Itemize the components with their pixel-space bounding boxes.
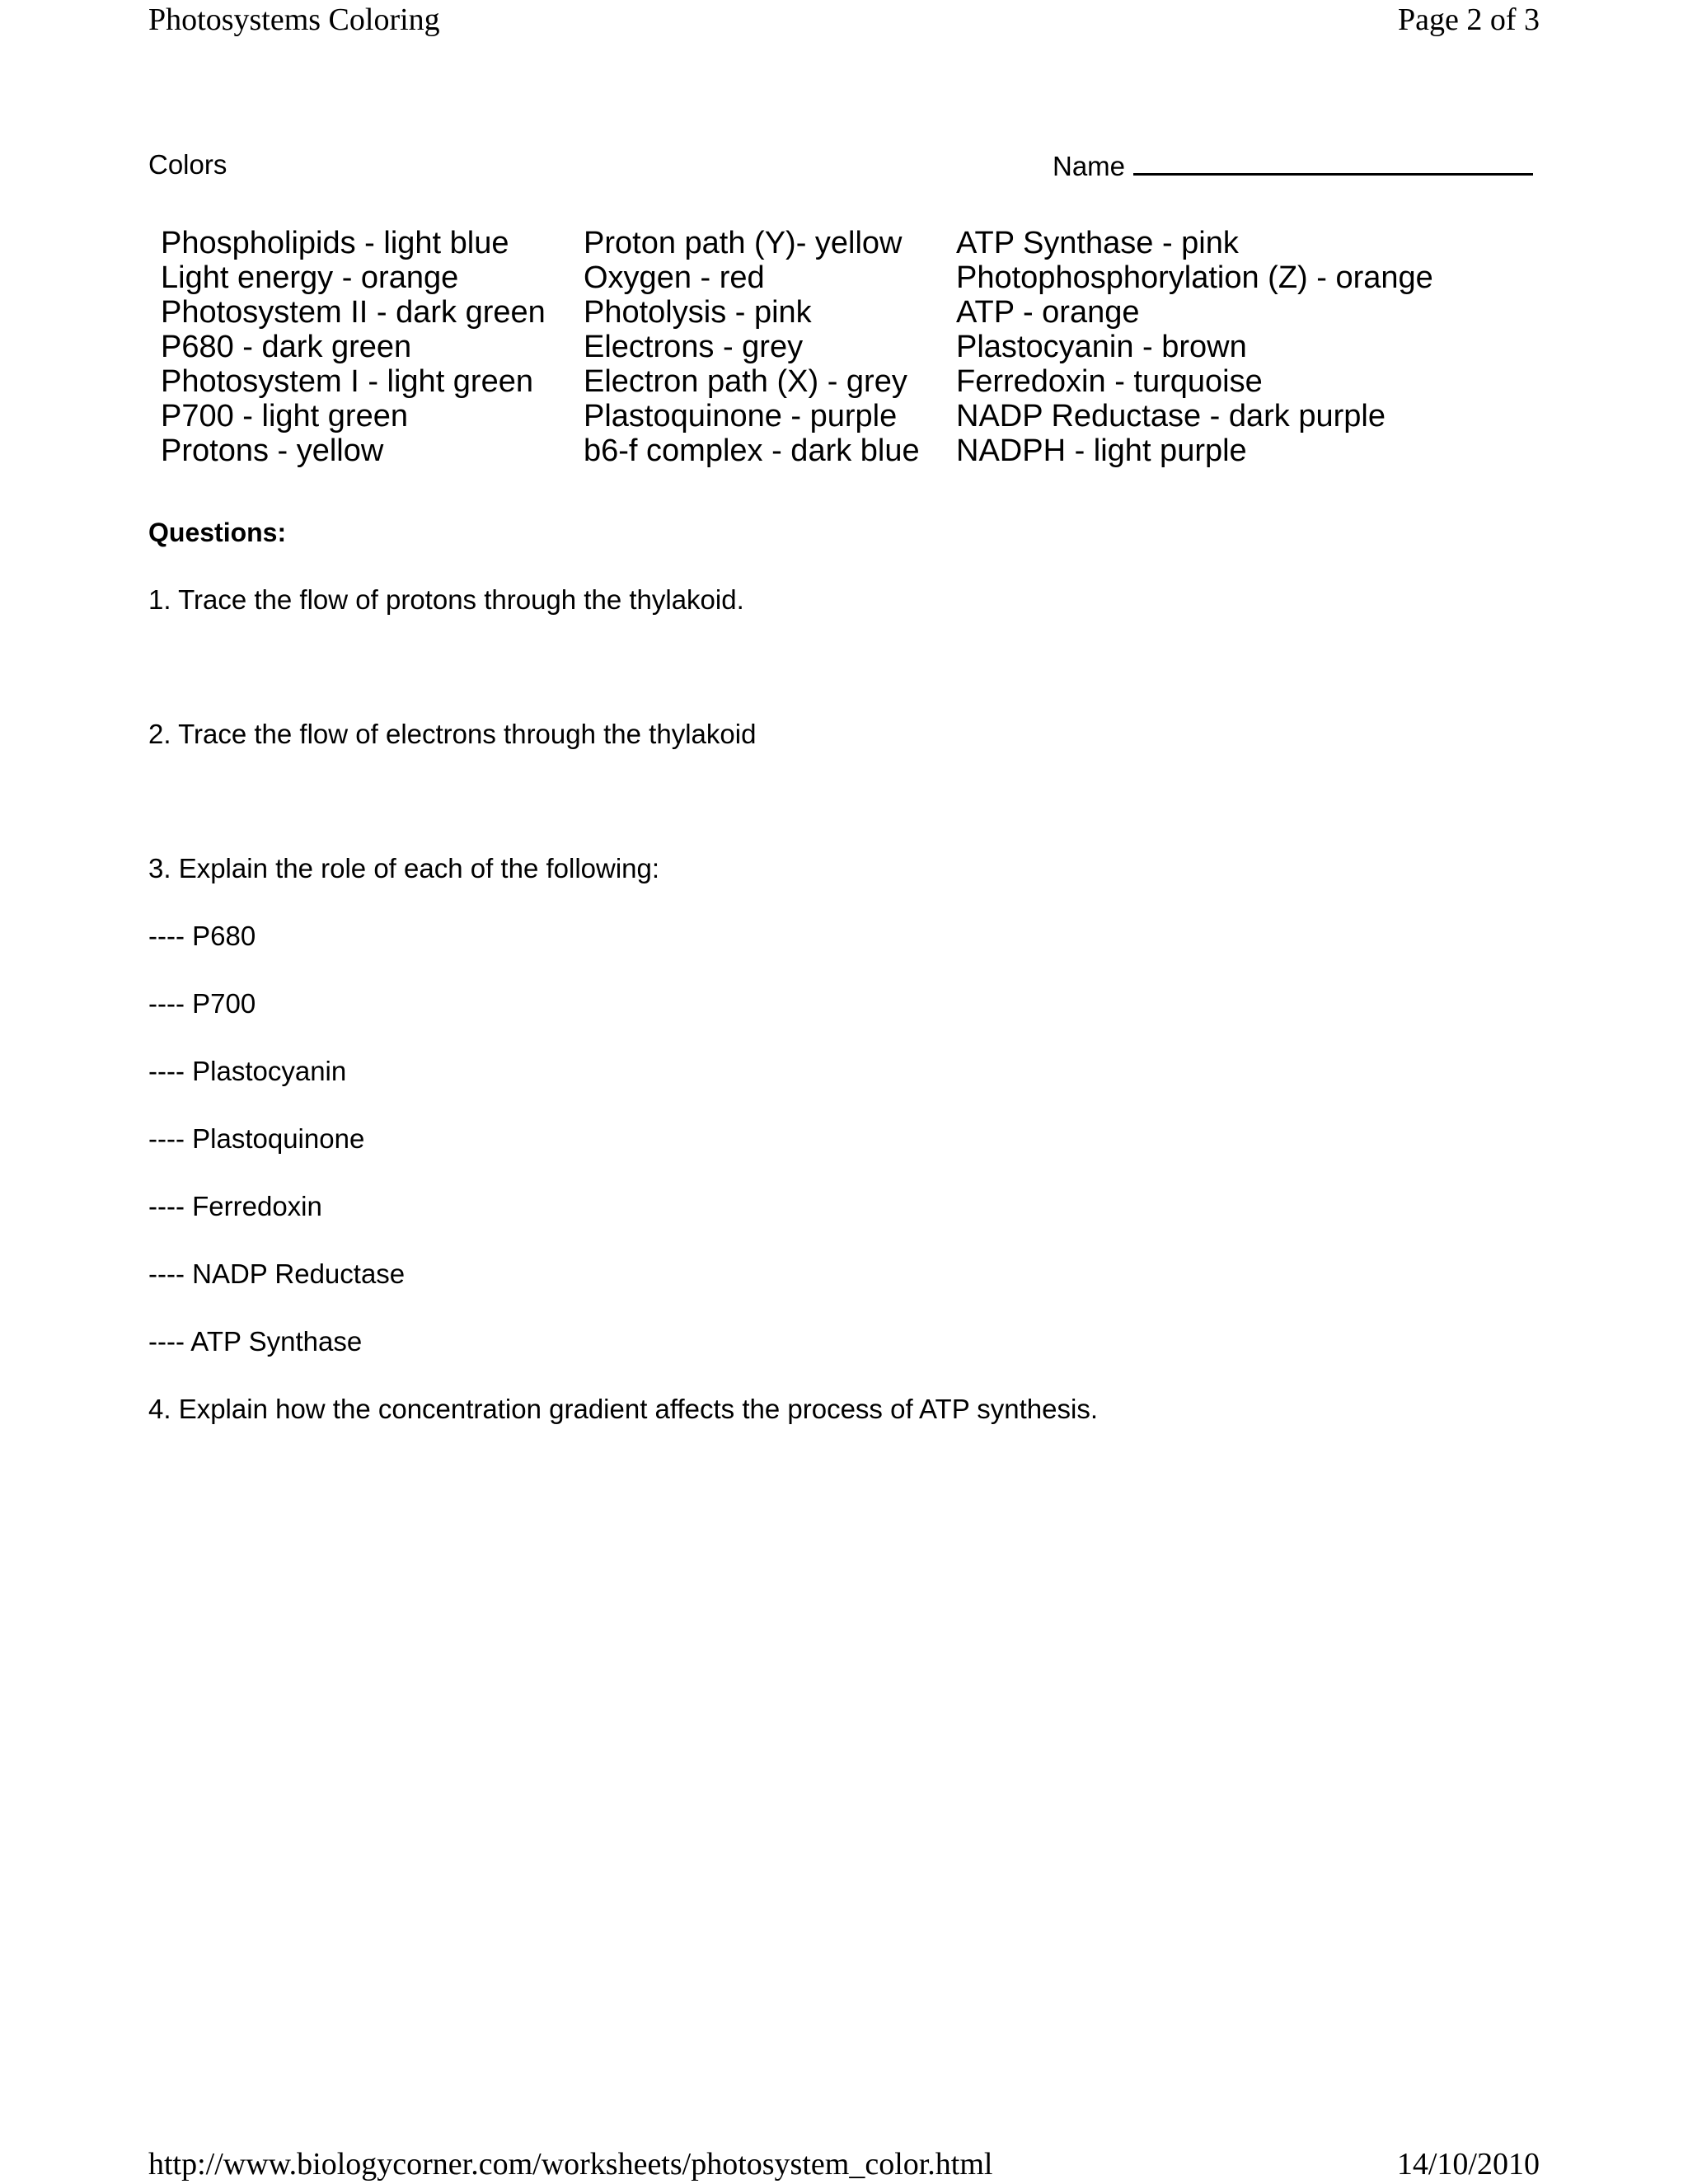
legend-item: Oxygen - red bbox=[584, 260, 765, 295]
legend-item: Electron path (X) - grey bbox=[584, 364, 907, 399]
legend-item: Plastocyanin - brown bbox=[956, 330, 1247, 364]
document-title: Photosystems Coloring bbox=[148, 2, 440, 37]
legend-item: ATP Synthase - pink bbox=[956, 226, 1239, 260]
question-4: 4. Explain how the concentration gradient affects the process of ATP synthesis. bbox=[148, 1394, 1099, 1424]
legend-item: ATP - orange bbox=[956, 295, 1140, 330]
footer-url: http://www.biologycorner.com/worksheets/photosystem_color.html bbox=[148, 2147, 993, 2182]
legend-item: Light energy - orange bbox=[161, 260, 459, 295]
legend-item: P680 - dark green bbox=[161, 330, 412, 364]
question-3-item-ferredoxin: ---- Ferredoxin bbox=[148, 1191, 322, 1221]
legend-item: Electrons - grey bbox=[584, 330, 804, 364]
name-label: Name bbox=[1053, 151, 1126, 181]
legend-item: Photosystem II - dark green bbox=[161, 295, 546, 330]
questions-heading: Questions: bbox=[148, 518, 287, 547]
name-blank-line bbox=[1133, 147, 1533, 176]
legend-item: Phospholipids - light blue bbox=[161, 226, 509, 260]
question-3: 3. Explain the role of each of the following: bbox=[148, 853, 660, 883]
question-1: 1. Trace the flow of protons through the thylakoid. bbox=[148, 584, 744, 615]
legend-item: P700 - light green bbox=[161, 399, 408, 434]
legend-item: b6-f complex - dark blue bbox=[584, 434, 920, 468]
legend-item: NADP Reductase - dark purple bbox=[956, 399, 1386, 434]
page-number: Page 2 of 3 bbox=[1397, 2, 1540, 37]
question-3-item-p700: ---- P700 bbox=[148, 988, 256, 1019]
question-3-item-atp-synthase: ---- ATP Synthase bbox=[148, 1326, 363, 1357]
legend-item: Proton path (Y)- yellow bbox=[584, 226, 903, 260]
legend-item: Photolysis - pink bbox=[584, 295, 812, 330]
color-legend-column-1 bbox=[161, 226, 546, 468]
question-2: 2. Trace the flow of electrons through the thylakoid bbox=[148, 719, 757, 749]
legend-item: Photophosphorylation (Z) - orange bbox=[956, 260, 1433, 295]
question-3-item-p680: ---- P680 bbox=[148, 921, 256, 951]
color-legend-column-2 bbox=[584, 226, 920, 468]
legend-item: Ferredoxin - turquoise bbox=[956, 364, 1263, 399]
legend-item: NADPH - light purple bbox=[956, 434, 1247, 468]
question-3-item-plastoquinone: ---- Plastoquinone bbox=[148, 1123, 365, 1154]
legend-item: Photosystem I - light green bbox=[161, 364, 533, 399]
colors-heading: Colors bbox=[148, 149, 227, 180]
question-3-item-nadp-reductase: ---- NADP Reductase bbox=[148, 1258, 406, 1289]
name-field bbox=[1053, 147, 1533, 185]
color-legend-column-3 bbox=[956, 226, 1433, 468]
footer-date: 14/10/2010 bbox=[1396, 2147, 1540, 2182]
legend-item: Plastoquinone - purple bbox=[584, 399, 898, 434]
legend-item: Protons - yellow bbox=[161, 434, 384, 468]
question-3-item-plastocyanin: ---- Plastocyanin bbox=[148, 1056, 347, 1086]
